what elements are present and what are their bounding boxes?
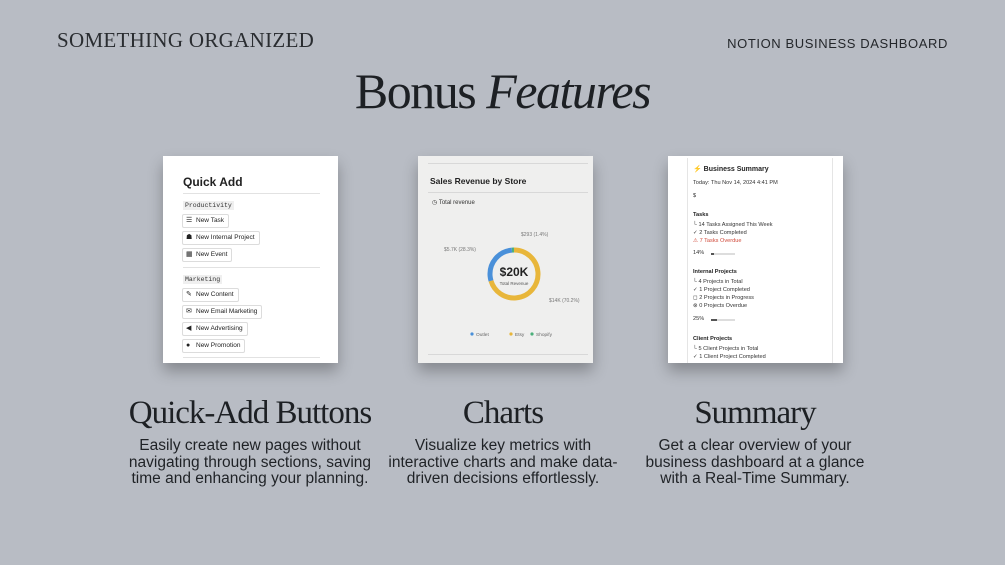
title-plain: Bonus (354, 63, 476, 119)
client-total: └ 5 Client Projects in Total (693, 346, 759, 352)
group-icon: ☗ (186, 234, 193, 241)
legend-label-outlet: Outlet (476, 332, 489, 338)
client-title: Client Projects (693, 336, 733, 342)
quick-add-caption (125, 395, 375, 488)
new-internal-project-button[interactable]: ☗ New Internal Project (182, 231, 260, 245)
charts-caption (378, 395, 628, 488)
quick-add-preview (163, 156, 338, 363)
divider (183, 193, 320, 194)
summary-caption (630, 395, 880, 488)
megaphone-icon: ◀ (186, 325, 192, 332)
internal-title: Internal Projects (693, 269, 737, 275)
client-completed: ✓ 1 Client Project Completed (693, 354, 766, 360)
caption-text: Easily create new pages without navigating through sections, saving time and enhancing your planning. (128, 437, 372, 487)
tasks-title: Tasks (693, 212, 709, 218)
brand-wordmark: SOMETHING ORGANIZED (57, 28, 315, 52)
chart-subtitle: ◷ Total revenue (432, 200, 475, 206)
legend-swatch-etsy (509, 332, 512, 335)
divider (428, 354, 588, 355)
donut-chart[interactable] (418, 156, 593, 363)
bolt-icon: ⚡ (693, 166, 702, 173)
center-label: Total Revenue (499, 281, 529, 286)
divider (183, 357, 320, 358)
circle-icon: ● (186, 342, 191, 349)
legend-swatch-shopify (530, 332, 533, 335)
legend-label-shopify: Shopify (536, 332, 552, 338)
section-label-marketing: Marketing (185, 276, 221, 283)
clock-icon: ◷ (432, 200, 438, 206)
chart-title: Sales Revenue by Store (430, 176, 527, 186)
internal-overdue: ⊗ 0 Projects Overdue (693, 303, 748, 309)
internal-total: └ 4 Projects in Total (693, 279, 743, 285)
slice-label-etsy: $14K (70.2%) (549, 298, 580, 304)
summary-today: Today: Thu Nov 14, 2024 4:41 PM (693, 180, 778, 186)
legend-swatch-outlet (470, 332, 473, 335)
wand-icon: ✎ (186, 291, 192, 298)
quick-add-title: Quick Add (183, 175, 243, 189)
divider (183, 267, 320, 268)
tasks-completed: ✓ 2 Tasks Completed (693, 230, 747, 236)
caption-text: Get a clear overview of your business dashboard at a glance with a Real-Time Summary. (645, 437, 865, 487)
summary-amount: $ (693, 193, 697, 199)
caption-title: Quick-Add Buttons (128, 395, 372, 431)
tasks-progress-bar (711, 253, 735, 255)
center-value: $20K (499, 265, 529, 279)
internal-percent: 25% (693, 316, 705, 322)
new-task-button[interactable]: ☰ New Task (182, 214, 229, 228)
section-label-productivity: Productivity (185, 202, 232, 209)
mail-icon: ✉ (186, 308, 192, 315)
caption-title: Charts (462, 395, 544, 431)
caption-text: Visualize key metrics with interactive charts and make data-driven decisions effortlessly. (388, 437, 618, 487)
summary-frame (687, 158, 833, 363)
internal-progress-bar (711, 319, 735, 321)
list-icon: ☰ (186, 217, 193, 224)
tasks-overdue: ⚠ 7 Tasks Overdue (693, 238, 742, 244)
internal-completed: ✓ 1 Project Completed (693, 287, 750, 293)
new-advertising-button[interactable]: ◀ New Advertising (182, 322, 248, 336)
calendar-icon: ▦ (186, 251, 193, 258)
new-event-button[interactable]: ▦ New Event (182, 248, 232, 262)
tasks-assigned: └ 14 Tasks Assigned This Week (693, 222, 773, 228)
internal-progress: ◻ 2 Projects in Progress (693, 295, 754, 301)
title-italic: Features (486, 63, 651, 119)
tasks-percent: 14% (693, 250, 705, 256)
legend-label-etsy: Etsy (515, 332, 525, 338)
new-promotion-button[interactable]: ● New Promotion (182, 339, 245, 353)
summary-heading: ⚡ Business Summary (693, 166, 769, 173)
new-content-button[interactable]: ✎ New Content (182, 288, 239, 302)
product-tagline: NOTION BUSINESS DASHBOARD (727, 36, 948, 51)
page-title (0, 62, 1005, 120)
summary-preview (668, 156, 843, 363)
caption-title: Summary (694, 395, 816, 431)
slice-label-outlet: $5.7K (28.3%) (444, 247, 476, 253)
slice-label-shopify: $293 (1.4%) (521, 232, 549, 238)
new-email-marketing-button[interactable]: ✉ New Email Marketing (182, 305, 262, 319)
chart-preview (418, 156, 593, 363)
